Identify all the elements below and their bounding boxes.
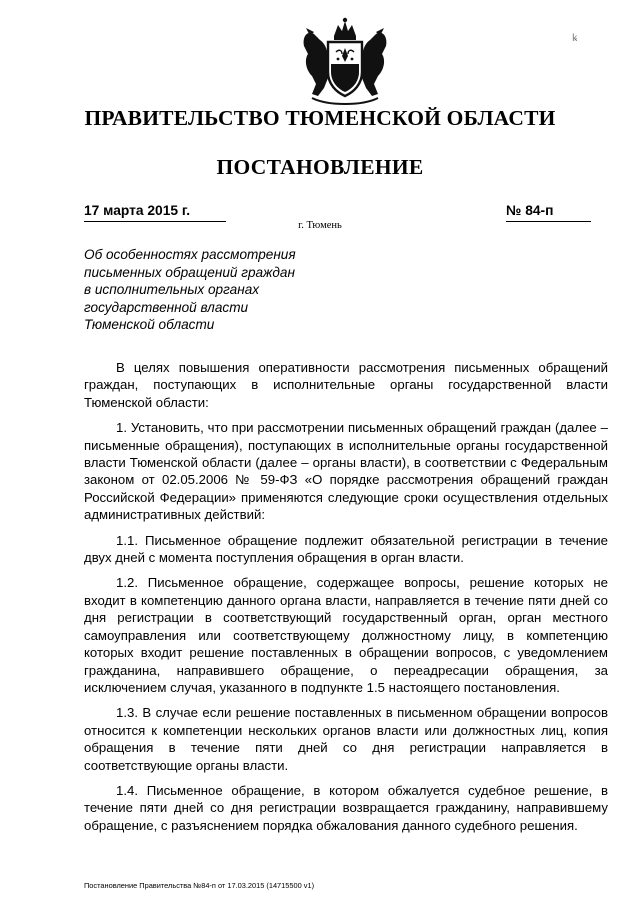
document-type: ПОСТАНОВЛЕНИЕ bbox=[216, 155, 424, 179]
document-subject bbox=[84, 246, 344, 334]
corner-mark: ꝃ bbox=[572, 33, 578, 44]
clause-1-1: 1.1. Письменное обращение подлежит обязательной регистрации в течение двух дней с момента поступления обращения в орган власти. bbox=[84, 532, 608, 566]
subject-line: Об особенностях рассмотрения bbox=[84, 247, 296, 262]
clause-1-2: 1.2. Письменное обращение, содержащее вопросы, решение которых не входит в компетенцию данного органа власти, направляется в течение пяти дней со дня регистрации в соответствующий государственный орган, орган местного самоуправления или соответствующему должностному лицу, в компетенцию которых входит решение поставленных в обращении вопросов, с уведомлением гражданина, направившего обращение, о переадресации обращения, за исключением случая, указанного в подпункте 1.5 настоящего постановления. bbox=[84, 575, 608, 695]
document-city: г. Тюмень bbox=[298, 220, 342, 231]
document-body bbox=[84, 359, 608, 842]
page-footer: Постановление Правительства №84-п от 17.03.2015 (14715500 v1) bbox=[84, 881, 315, 890]
clause-1-4: 1.4. Письменное обращение, в котором обжалуется судебное решение, в течение пяти дней со дня регистрации возвращается гражданину, направившему обращение, с разъяснением порядка обжалования данного судебного решения. bbox=[84, 782, 608, 833]
clause-1: 1. Установить, что при рассмотрении письменных обращений граждан (далее – письменные обращения), поступающих в исполнительные органы государственной власти Тюменской области (далее – органы власти), в соответствии с Федеральным законом от 02.05.2006 № 59-ФЗ «О порядке рассмотрения обращений граждан Российской Федерации» применяются следующие сроки осуществления отдельных административных действий: bbox=[84, 420, 608, 523]
subject-line: в исполнительных органах bbox=[84, 282, 260, 298]
document-number: № 84-п bbox=[506, 203, 554, 218]
coat-of-arms-icon bbox=[298, 16, 392, 108]
organization-title: ПРАВИТЕЛЬСТВО ТЮМЕНСКОЙ ОБЛАСТИ bbox=[84, 106, 556, 130]
preamble-paragraph: В целях повышения оперативности рассмотрения письменных обращений граждан, поступающих в исполнительные органы государственной власти Тюменской области: bbox=[84, 360, 608, 410]
subject-line: Тюменской области bbox=[84, 317, 215, 333]
clause-1-3: 1.3. В случае если решение поставленных в письменном обращении вопросов относится к компетенции нескольких органов власти или должностных лиц, копия обращения в течение пяти дней со дня регистрации направляется в соответствующие органы власти. bbox=[84, 705, 608, 773]
subject-line: письменных обращений граждан bbox=[84, 264, 295, 280]
subject-line: государственной власти bbox=[84, 299, 249, 315]
document-date: 17 марта 2015 г. bbox=[84, 203, 191, 218]
